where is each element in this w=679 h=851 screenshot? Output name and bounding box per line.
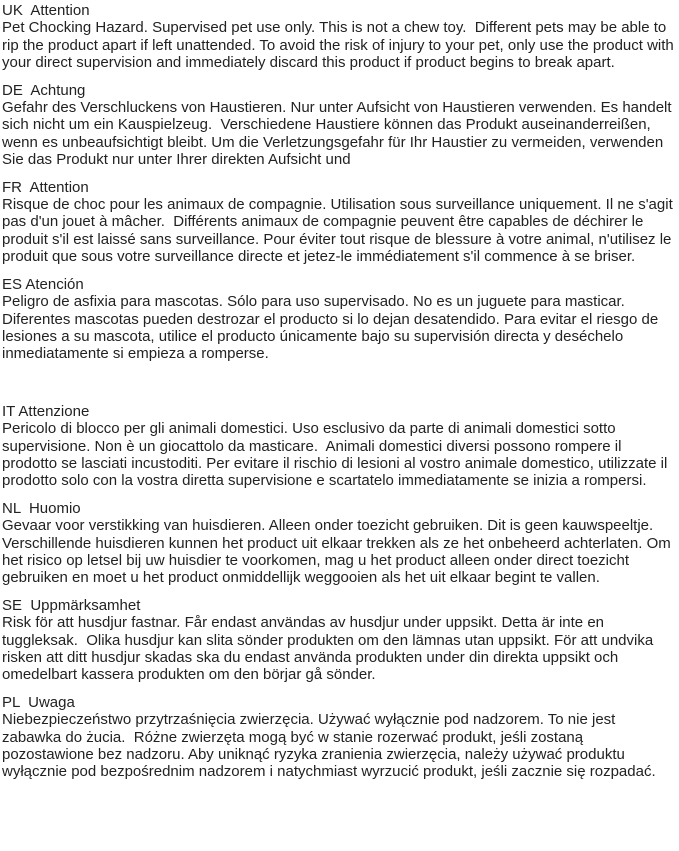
- section-heading-se: SE Uppmärksamhet: [2, 596, 141, 614]
- section-heading-it: IT Attenzione: [2, 402, 90, 420]
- section-body-nl: Gevaar voor verstikking van huisdieren. Alleen onder toezicht gebruiken. Dit is geen kauwspeeltje. Verschillende huisdieren kunnen het product uit elkaar trekken als ze het onbeheerd achterlaten. Om het risico op letsel bij uw huisdier te voorkomen, mag u het product alleen onder direct toezicht gebruiken en moet u het product onmiddellijk weggooien als het uit elkaar begint te vallen.: [2, 517, 675, 587]
- section-body-fr: Risque de choc pour les animaux de compagnie. Utilisation sous surveillance uniquement. Il ne s'agit pas d'un jouet à mâcher. Différents animaux de compagnie peuvent être capables de déchirer le produit s'il est laissé sans surveillance. Pour éviter tout risque de blessure à votre animal, n'utilisez le produit que sous votre surveillance directe et jetez-le immédiatement s'il commence à se briser.: [2, 196, 677, 266]
- section-heading-es: ES Atención: [2, 275, 84, 293]
- section-body-de: Gefahr des Verschluckens von Haustieren. Nur unter Aufsicht von Haustieren verwenden. Es handelt sich nicht um ein Kauspielzeug. Verschiedene Haustiere können das Produkt auseinanderreißen, wenn es unbeaufsichtigt bleibt. Um die Verletzungsgefahr für Ihr Haustier zu vermeiden, verwenden Sie das Produkt nur unter Ihrer direkten Aufsicht und: [2, 99, 676, 169]
- warning-section-nl: [2, 500, 678, 587]
- section-heading-nl: NL Huomio: [2, 499, 81, 517]
- section-heading-fr: FR Attention: [2, 178, 89, 196]
- warning-section-se: [2, 597, 678, 684]
- section-heading-de: DE Achtung: [2, 81, 86, 99]
- section-body-es: Peligro de asfixia para mascotas. Sólo para uso supervisado. No es un juguete para masticar. Diferentes mascotas pueden destrozar el producto si lo dejan desatendido. Para evitar el riesgo de lesiones a su mascota, utilice el producto únicamente bajo su supervisión directa y deséchelo inmediatamente si empieza a romperse.: [2, 293, 663, 363]
- section-body-uk: Pet Chocking Hazard. Supervised pet use only. This is not a chew toy. Different pets may be able to rip the product apart if left unattended. To avoid the risk of injury to your pet, only use the product with your direct supervision and immediately discard this product if product begins to break apart.: [2, 19, 678, 72]
- warning-section-fr: [2, 179, 678, 266]
- warning-section-pl: [2, 694, 678, 781]
- section-heading-uk: UK Attention: [2, 2, 90, 19]
- section-body-it: Pericolo di blocco per gli animali domestici. Uso esclusivo da parte di animali domestici sotto supervisione. Non è un giocattolo da masticare. Animali domestici diversi possono rompere il prodotto se lasciati incustoditi. Per evitare il rischio di lesioni al vostro animale domestico, utilizzate il prodotto solo con la vostra diretta supervisione e scartatelo immediatamente se inizia a rompersi.: [2, 420, 672, 490]
- section-heading-pl: PL Uwaga: [2, 693, 75, 711]
- section-body-se: Risk för att husdjur fastnar. Får endast användas av husdjur under uppsikt. Detta är inte en tuggleksak. Olika husdjur kan slita sönder produkten om den lämnas utan uppsikt. För att undvika risken att ditt husdjur skadas ska du endast använda produkten under din direkta uppsikt och omedelbart kassera produkten om den börjar gå sönder.: [2, 614, 658, 684]
- warning-section-it: [2, 403, 678, 490]
- warning-section-es: [2, 276, 678, 363]
- warning-section-de: [2, 82, 678, 169]
- section-body-pl: Niebezpieczeństwo przytrzaśnięcia zwierzęcia. Używać wyłącznie pod nadzorem. To nie jest zabawka do żucia. Różne zwierzęta mogą być w stanie rozerwać produkt, jeśli zostaną pozostawione bez nadzoru. Aby uniknąć ryzyka zranienia zwierzęcia, należy używać produktu wyłącznie pod bezpośrednim nadzorem i natychmiast wyrzucić produkt, jeśli zacznie się rozpadać.: [2, 711, 656, 781]
- warning-section-uk: [2, 2, 678, 72]
